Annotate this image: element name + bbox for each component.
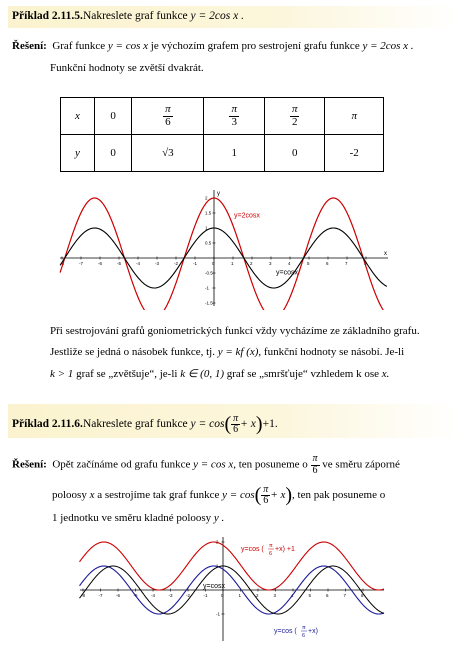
- x-tick-label: 0: [221, 593, 224, 598]
- formula: y = 2cos x .: [362, 40, 414, 52]
- table-cell: -2: [325, 135, 384, 172]
- table-cell: $\frac{\pi}{6}$: [132, 98, 204, 135]
- x-tick-label: -6: [116, 593, 121, 598]
- label-blue-pre: y=cos (: [274, 628, 297, 635]
- example-text: Nakreslete graf funkce: [82, 418, 188, 431]
- x-tick-label: 7: [343, 593, 347, 598]
- formula: y = kf (x): [217, 346, 259, 358]
- formula: y = cos x: [107, 40, 149, 52]
- formula: x.: [381, 368, 390, 380]
- solution-line: [12, 40, 414, 52]
- formula: y = cos x: [193, 458, 234, 471]
- table-row: [61, 98, 384, 135]
- formula: k > 1: [50, 368, 74, 380]
- example-label: Příklad 2.11.6.: [12, 418, 83, 431]
- x-tick-label: -7: [79, 261, 84, 266]
- x-tick-label: -6: [98, 261, 103, 266]
- table-cell: x: [61, 98, 95, 135]
- label-blue-num: π: [302, 625, 306, 631]
- x-tick-label: 4: [291, 593, 294, 598]
- series-2cosx: [60, 195, 387, 310]
- x-tick-label: -2: [174, 261, 179, 266]
- solution-line: 1 jednotku ve směru kladné poloosy y .: [52, 512, 225, 524]
- x-axis-label: x: [384, 251, 387, 257]
- paragraph-line: Při sestrojování grafů goniometrických funkcí vždy vycházíme ze základního grafu.: [50, 325, 420, 337]
- solution-line: Řešení: Opět začínáme od grafu funkce y = cos x, ten posuneme o $\frac{\pi}{6}$ ve směru záporné: [12, 453, 400, 476]
- formula: k ∈ (0, 1): [180, 368, 224, 380]
- x-tick-label: -4: [136, 261, 141, 266]
- solution-label: Řešení:: [12, 40, 47, 52]
- x-tick-label: -3: [168, 593, 173, 598]
- y-tick-label: -0.5: [205, 270, 213, 276]
- table-cell: $\frac{\pi}{2}$: [264, 98, 325, 135]
- x-tick-label: 2: [250, 261, 253, 266]
- x-tick-label: 3: [273, 593, 277, 598]
- x-tick-label: 6: [326, 261, 329, 266]
- series-cos-shift-plus1: [80, 539, 385, 590]
- x-tick-label: 5: [308, 593, 312, 598]
- x-tick-label: 8: [364, 261, 367, 266]
- solution-line: poloosy x a sestrojíme tak graf funkce y = cos( $\frac{\pi}{6}$ + x), ten pak posuneme o: [52, 483, 386, 506]
- label-red-post: +x) +1: [275, 546, 295, 553]
- label-red-den: 6: [269, 551, 273, 557]
- y-tick-label: 0.5: [205, 240, 212, 246]
- label-blue-post: +x): [308, 628, 318, 635]
- y-tick-label: 2: [216, 539, 219, 545]
- graph-2cosx: [56, 186, 396, 310]
- x-tick-label: 4: [288, 261, 291, 266]
- example-label: Příklad 2.11.5.: [12, 10, 83, 22]
- label-blue-den: 6: [302, 633, 306, 639]
- x-tick-label: 7: [345, 261, 348, 266]
- x-tick-label: 2: [256, 593, 259, 598]
- y-tick-label: 1: [205, 225, 208, 231]
- x-tick-label: 0: [212, 261, 215, 266]
- table-cell: 0: [264, 135, 325, 172]
- table-cell: $\frac{\pi}{3}$: [204, 98, 265, 135]
- x-tick-label: -1: [193, 261, 198, 266]
- y-tick-label: 1.5: [205, 210, 212, 216]
- x-tick-label: -3: [155, 261, 160, 266]
- x-tick-label: -1: [203, 593, 208, 598]
- label-black: y=cosx: [203, 583, 225, 590]
- table-cell: π: [325, 98, 384, 135]
- x-tick-label: 6: [326, 593, 329, 598]
- label-red-pre: y=cos (: [241, 546, 264, 553]
- series-label-cosx: y=cosx: [276, 269, 298, 277]
- solution-text: je výchozím grafem pro sestrojení grafu funkce: [150, 40, 360, 52]
- paragraph-line: k > 1 graf se „zvětšuje“, je-li k ∈ (0, 1) graf se „smršťuje“ vzhledem k ose x.: [50, 368, 390, 380]
- example-banner-1: [8, 6, 460, 28]
- y-tick-label: 2: [205, 195, 208, 201]
- table-cell: 0: [94, 98, 131, 135]
- y-tick-label: -1: [216, 611, 221, 617]
- table-cell: 1: [204, 135, 265, 172]
- example-banner-2: Příklad 2.11.6.Nakreslete graf funkce y = cos( $\frac{\pi}{6}$ + x)+1.: [8, 404, 460, 438]
- x-tick-label: 3: [269, 261, 272, 266]
- y-axis-label: y: [217, 191, 220, 197]
- x-tick-label: 1: [231, 261, 234, 266]
- x-tick-label: -5: [133, 593, 138, 598]
- x-tick-label: -4: [151, 593, 156, 598]
- x-tick-label: -8: [81, 593, 86, 598]
- example-text: Nakreslete graf funkce: [82, 10, 188, 22]
- solution-line-2: Funkční hodnoty se zvětší dvakrát.: [50, 62, 204, 74]
- x-tick-label: -7: [98, 593, 103, 598]
- x-tick-label: -2: [186, 593, 191, 598]
- table-cell: 0: [94, 135, 131, 172]
- y-tick-label: -1: [205, 285, 210, 291]
- x-tick-label: -5: [117, 261, 122, 266]
- series-label-2cosx: y=2cosx: [234, 212, 260, 220]
- y-tick-label: 1: [216, 563, 219, 569]
- x-tick-label: 8: [361, 593, 364, 598]
- x-tick-label: -8: [60, 261, 65, 266]
- label-red-num: π: [269, 543, 273, 549]
- values-table: [60, 97, 384, 172]
- table-cell: √3: [132, 135, 204, 172]
- example-formula: y = 2cos x .: [190, 10, 244, 22]
- table-row: [61, 135, 384, 172]
- x-tick-label: 1: [238, 593, 242, 598]
- y-tick-label: -1.5: [205, 300, 213, 306]
- paragraph-line: Jestliže se jedná o násobek funkce, tj. y = kf (x), funkční hodnoty se násobí. Je-li: [50, 346, 405, 358]
- table-cell: y: [61, 135, 95, 172]
- graph-cos-shift: [78, 535, 388, 643]
- solution-label: Řešení:: [12, 458, 47, 471]
- solution-text: Graf funkce: [52, 40, 106, 52]
- x-tick-label: 5: [307, 261, 310, 266]
